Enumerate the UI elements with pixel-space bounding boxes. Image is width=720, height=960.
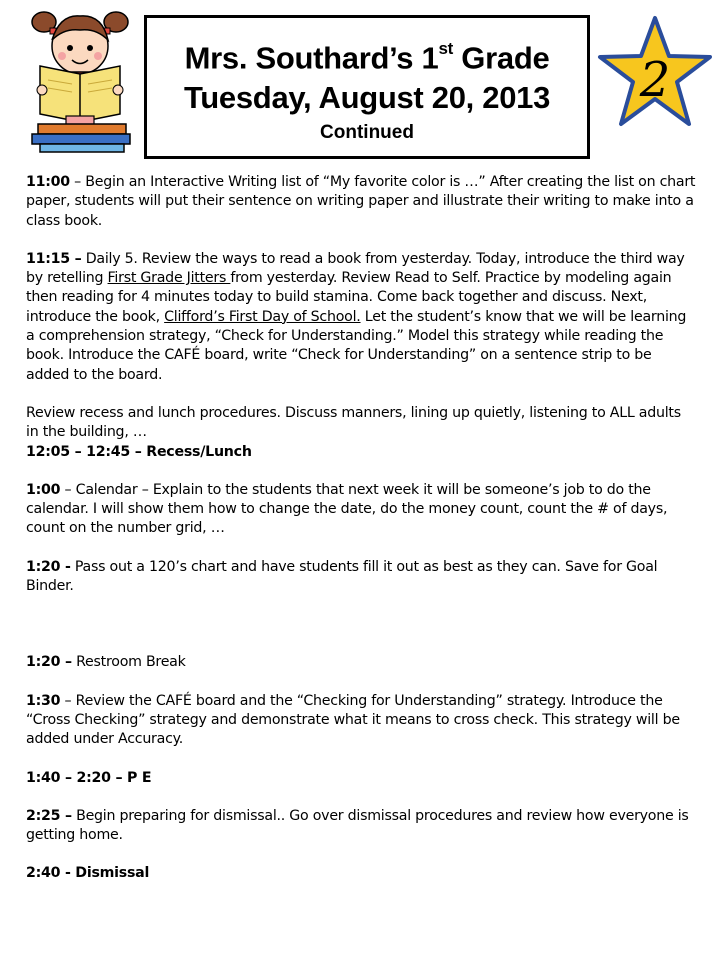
schedule-entry: 1:40 – 2:20 – P E xyxy=(26,769,152,786)
schedule-content xyxy=(26,173,696,884)
schedule-entry: 12:05 – 12:45 – Recess/Lunch xyxy=(26,443,252,460)
schedule-entry: 2:40 - Dismissal xyxy=(26,865,150,882)
star-icon xyxy=(596,14,714,130)
title-box xyxy=(144,15,590,159)
book-title: Clifford’s First Day of School. xyxy=(164,308,361,325)
page-title xyxy=(147,32,587,78)
schedule-entry: 1:20 – Restroom Break xyxy=(26,654,186,671)
page-subtitle: Continued xyxy=(320,122,414,144)
schedule-entry: 11:15 – Daily 5. Review the ways to read a book from yesterday. Today, introduce the third way by retelling First Grade Jitters from yesterday. Review Read to Self. Practice by modeling again then reading for 4 minutes today to build stamina. Come back together and discuss. Next, introduce the book, Clifford’s First Day of School. Let the student’s know that we will be learning a comprehension strategy, “Check for Understanding.” Model this strategy while reading the book. Introduce the CAFÉ board, write “Check for Understanding” on a sentence strip to be added to the board. xyxy=(26,250,687,383)
book-title: First Grade Jitters xyxy=(107,270,231,287)
schedule-entry: 1:30 – Review the CAFÉ board and the “Checking for Understanding” strategy. Introduce the “Cross Checking” strategy and demonstrate what it means to cross check. This strategy will be added under Accuracy. xyxy=(26,692,680,748)
title-text: Mrs. Southard’s 1 xyxy=(184,40,439,76)
star-number: 2 xyxy=(639,52,671,108)
schedule-entry: 2:25 – Begin preparing for dismissal.. Go over dismissal procedures and review how everyone is getting home. xyxy=(26,807,689,844)
schedule-entry: 11:00 – Begin an Interactive Writing list of “My favorite color is …” After creating the list on chart paper, students will put their sentence on writing paper and illustrate their writing to make into a class book. xyxy=(26,174,696,229)
schedule-entry: 1:00 – Calendar – Explain to the students that next week it will be someone’s job to do the calendar. I will show them how to change the date, do the money count, count the # of days, count on the number grid, … xyxy=(26,481,668,537)
schedule-entry: Review recess and lunch procedures. Discuss manners, lining up quietly, listening to ALL adults in the building, … xyxy=(26,404,681,441)
title-text-grade: Grade xyxy=(452,40,550,76)
title-superscript: st xyxy=(438,39,453,58)
page-date: Tuesday, August 20, 2013 xyxy=(183,80,551,116)
girl-reading-book-icon xyxy=(30,4,134,154)
schedule-entry: 1:20 - Pass out a 120’s chart and have students fill it out as best as they can. Save for Goal Binder. xyxy=(26,558,658,595)
